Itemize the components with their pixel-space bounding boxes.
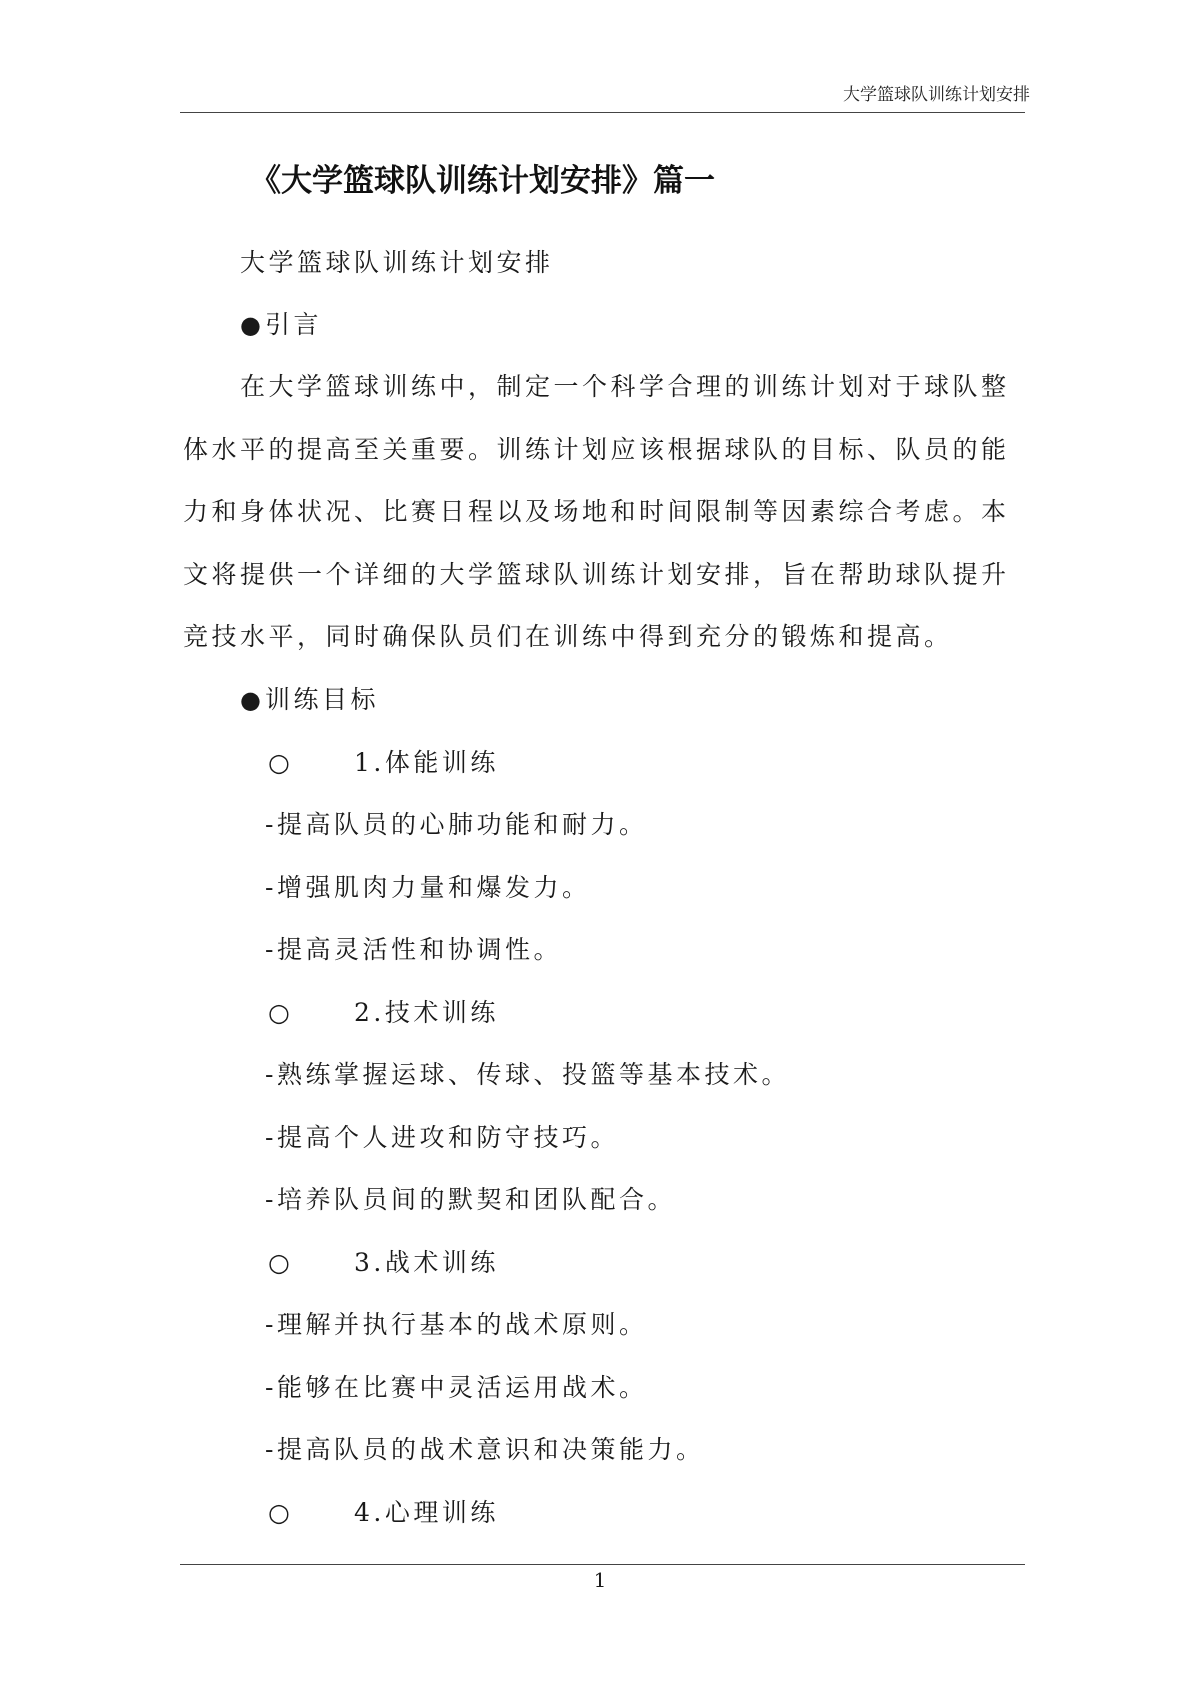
page-number: 1 <box>593 1568 607 1592</box>
footer-rule <box>180 1564 1025 1565</box>
list-item: -提高队员的心肺功能和耐力。 <box>265 810 648 839</box>
circle-bullet-icon: ○ <box>268 748 290 777</box>
intro-paragraph-line: 体水平的提高至关重要。训练计划应该根据球队的目标、队员的能 <box>183 435 1010 464</box>
header-rule <box>180 112 1025 113</box>
intro-paragraph-line: 在大学篮球训练中，制定一个科学合理的训练计划对于球队整 <box>240 372 1010 401</box>
section-heading-mental <box>268 1493 499 1529</box>
intro-paragraph-line: 文将提供一个详细的大学篮球队训练计划安排，旨在帮助球队提升 <box>183 560 1010 589</box>
list-item: -能够在比赛中灵活运用战术。 <box>265 1373 648 1402</box>
intro-paragraph-line: 竞技水平，同时确保队员们在训练中得到充分的锻炼和提高。 <box>183 622 953 651</box>
list-item: -提高队员的战术意识和决策能力。 <box>265 1435 705 1464</box>
intro-paragraph-line: 力和身体状况、比赛日程以及场地和时间限制等因素综合考虑。本 <box>183 497 1010 526</box>
section-label: 2.技术训练 <box>354 998 499 1027</box>
section-label: 4.心理训练 <box>354 1498 499 1527</box>
list-item: -理解并执行基本的战术原则。 <box>265 1310 648 1339</box>
intro-heading-text: 引言 <box>264 310 322 339</box>
bullet-dot: ● <box>240 686 261 714</box>
list-item: -提高灵活性和协调性。 <box>265 935 562 964</box>
list-item: -熟练掌握运球、传球、投篮等基本技术。 <box>265 1060 790 1089</box>
goals-heading <box>240 680 379 716</box>
bullet-dot: ● <box>240 311 261 339</box>
list-item: -增强肌肉力量和爆发力。 <box>265 873 591 902</box>
circle-bullet-icon: ○ <box>268 998 290 1027</box>
section-heading-physical <box>268 743 499 779</box>
section-heading-technical <box>268 993 499 1029</box>
section-heading-tactical <box>268 1243 499 1279</box>
circle-bullet-icon: ○ <box>268 1248 290 1277</box>
running-header: 大学篮球队训练计划安排 <box>843 85 1030 105</box>
goals-heading-text: 训练目标 <box>264 685 379 714</box>
document-title: 《大学篮球队训练计划安排》篇一 <box>250 163 715 199</box>
section-label: 3.战术训练 <box>354 1248 499 1277</box>
section-label: 1.体能训练 <box>354 748 499 777</box>
intro-heading <box>240 305 322 341</box>
circle-bullet-icon: ○ <box>268 1498 290 1527</box>
list-item: -提高个人进攻和防守技巧。 <box>265 1123 619 1152</box>
document-subtitle: 大学篮球队训练计划安排 <box>240 248 554 277</box>
list-item: -培养队员间的默契和团队配合。 <box>265 1185 676 1214</box>
